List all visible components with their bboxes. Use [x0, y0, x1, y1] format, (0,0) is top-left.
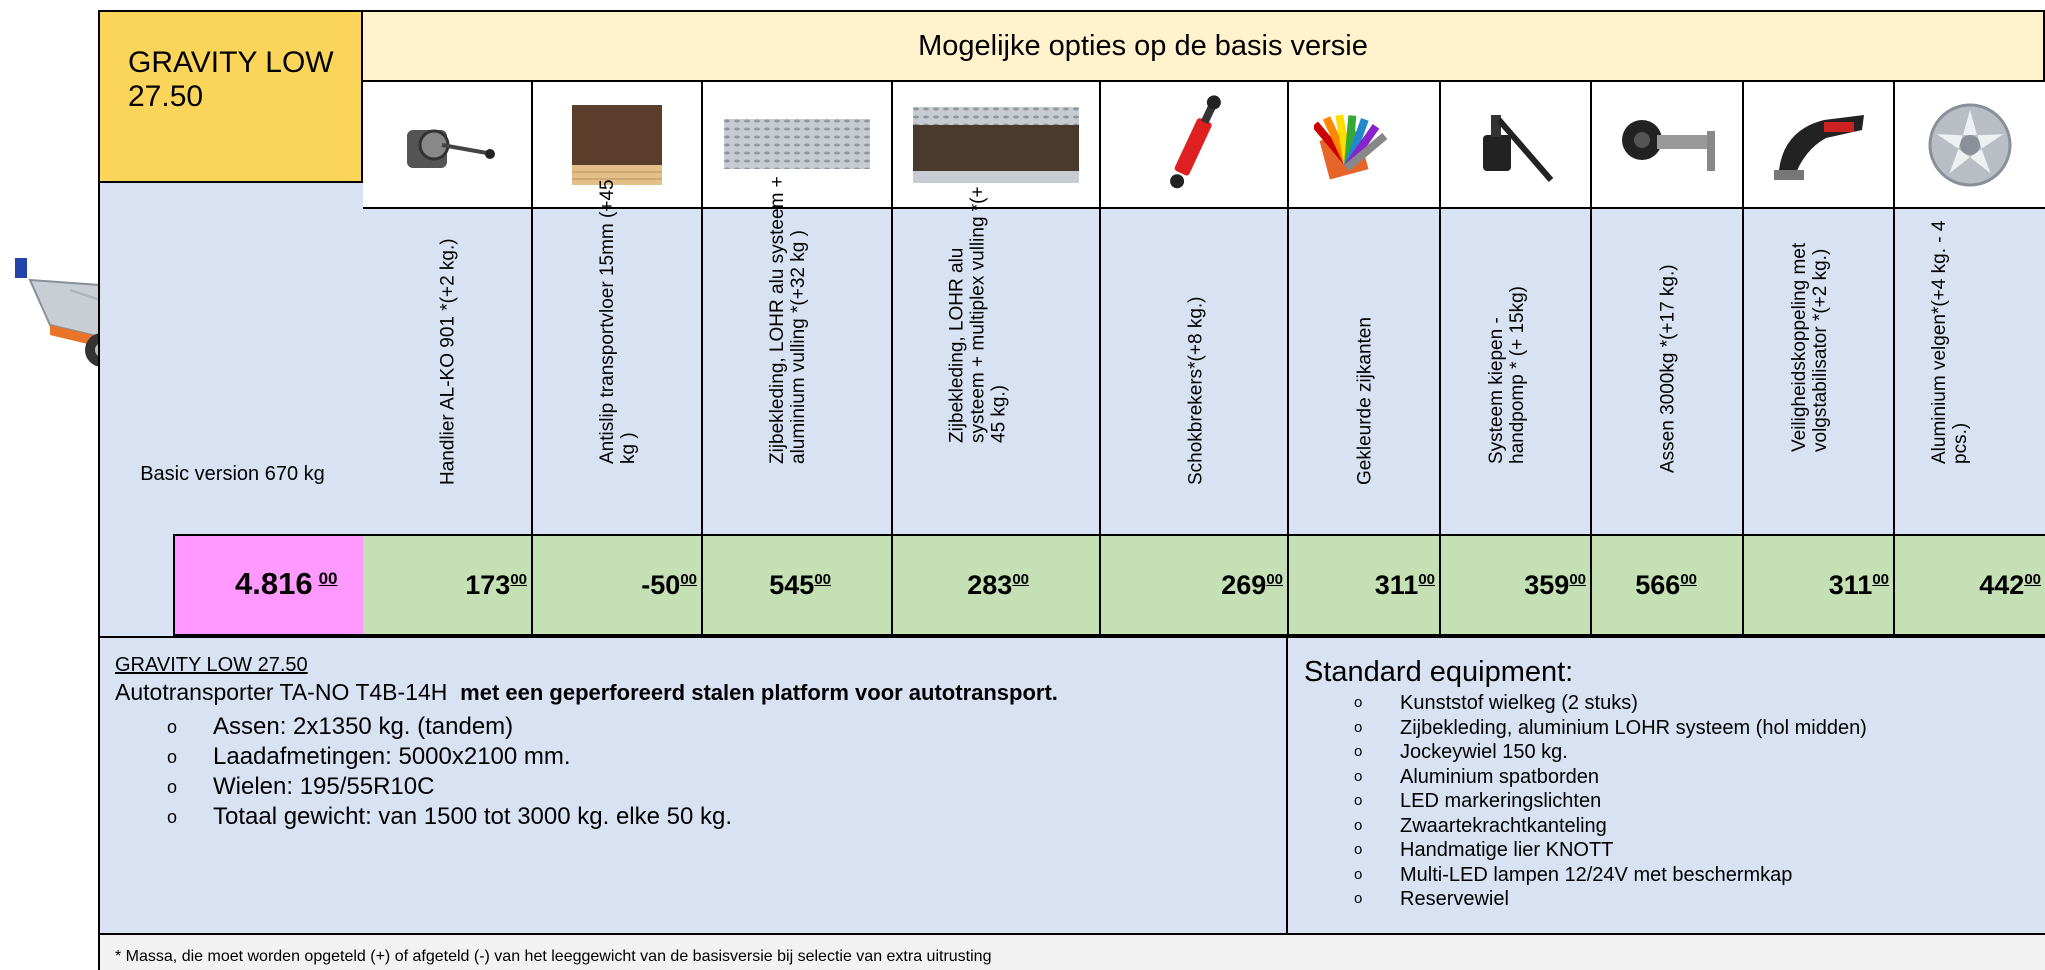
option-label: Systeem kiepen - handpomp * (+ 15kg): [1486, 286, 1528, 464]
option-price: [1895, 534, 2045, 636]
option-label: Assen 3000kg *(+17 kg.): [1657, 264, 1679, 473]
base-price-cents: 00: [318, 569, 338, 588]
option-label: Zijbekleding, LOHR alu systeem + aluminium vulling *(+32 kg ): [767, 176, 809, 464]
option-price-cents: 00: [1680, 571, 1697, 588]
description-title: [115, 679, 1286, 706]
option-price-cents: 00: [680, 571, 697, 588]
option-label-cell-7: [1441, 209, 1592, 534]
spec-item: o Totaal gewicht: van 1500 tot 3000 kg. elke 50 kg.: [167, 802, 1286, 832]
description-title-text: met een geperforeerd stalen platform voor autotransport.: [460, 680, 1058, 705]
model-title-line1: GRAVITY LOW: [128, 46, 334, 79]
option-price-cents: 00: [510, 571, 527, 588]
option-price-value: 173: [465, 570, 511, 600]
description-subtitle: GRAVITY LOW 27.50: [115, 654, 308, 676]
alloy-wheel-icon: [1925, 100, 2015, 190]
option-price-value: 545: [769, 570, 815, 600]
base-price: [173, 534, 365, 636]
option-price-cents: 00: [1418, 571, 1435, 588]
standard-equipment-title: Standard equipment:: [1304, 656, 1574, 688]
color-fan-icon: [1314, 105, 1414, 185]
option-label-cell-3: [703, 176, 893, 534]
option-price-cents: 00: [1012, 571, 1029, 588]
option-label-cell-5: [1101, 209, 1289, 534]
option-price: [893, 534, 1101, 636]
option-label: Antislip transportvloer 15mm (+45 kg ): [597, 179, 639, 464]
equipment-item: o LED markeringslichten: [1354, 789, 2045, 814]
option-label: Veiligheidskoppeling met volgstabilisator *(+2 kg.): [1789, 242, 1831, 452]
option-label-cell-1: [363, 209, 533, 534]
option-label: Aluminium velgen*(+4 kg. - 4 pcs.): [1929, 220, 1971, 464]
option-price: [533, 534, 703, 636]
options-header: Mogelijke opties op de basis versie: [363, 10, 2045, 82]
equipment-item: o Kunststof wielkeg (2 stuks): [1354, 691, 2045, 716]
equipment-item: o Multi-LED lampen 12/24V met beschermkap: [1354, 863, 2045, 888]
winch-icon: [392, 105, 502, 185]
spec-item: o Laadafmetingen: 5000x2100 mm.: [167, 742, 1286, 772]
option-price-cents: 00: [1266, 571, 1283, 588]
option-price-value: -50: [641, 570, 681, 600]
option-label: Handlier AL-KO 901 *(+2 kg.): [437, 238, 459, 485]
option-label-cell-8: [1592, 209, 1744, 534]
equipment-item: o Handmatige lier KNOTT: [1354, 838, 2045, 863]
shock-absorber-icon: [1154, 90, 1234, 200]
option-image-10: [1895, 82, 2045, 209]
option-price-value: 311: [1828, 570, 1873, 600]
option-image-9: [1744, 82, 1895, 209]
model-title-line2: 27.50: [128, 80, 204, 113]
hand-pump-icon: [1471, 95, 1561, 195]
option-label: Gekleurde zijkanten: [1354, 317, 1376, 485]
product-description: [98, 636, 1288, 933]
equipment-item: o Zwaartekrachtkanteling: [1354, 814, 2045, 839]
option-price-cents: 00: [814, 571, 831, 588]
equipment-item: o Jockeywiel 150 kg.: [1354, 740, 2045, 765]
multiplex-plate-icon: [911, 105, 1081, 185]
spec-item: o Wielen: 195/55R10C: [167, 772, 1286, 802]
option-price-value: 311: [1374, 570, 1419, 600]
standard-equipment-list: [1354, 691, 2045, 912]
option-price: [1289, 534, 1441, 636]
option-price-cents: 00: [2024, 571, 2041, 588]
option-price: [1101, 534, 1289, 636]
option-price: [1744, 534, 1895, 636]
basic-version-label: Basic version 670 kg: [140, 463, 325, 485]
coupling-icon: [1764, 100, 1874, 190]
option-label-cell-9: [1744, 209, 1895, 534]
equipment-item: o Zijbekleding, aluminium LOHR systeem (hol midden): [1354, 716, 2045, 741]
option-price-value: 359: [1524, 570, 1570, 600]
standard-equipment: [1288, 636, 2045, 933]
option-image-7: [1441, 82, 1592, 209]
option-price-value: 283: [967, 570, 1013, 600]
option-price-value: 442: [1979, 570, 2025, 600]
option-price-value: 269: [1221, 570, 1267, 600]
equipment-item: o Aluminium spatborden: [1354, 765, 2045, 790]
option-price: [363, 534, 533, 636]
option-price-cents: 00: [1872, 571, 1889, 588]
option-price: [1441, 534, 1592, 636]
option-label-cell-2: [533, 179, 703, 534]
price-sheet: [98, 10, 2045, 970]
option-label: Schokbrekers*(+8 kg.): [1185, 296, 1207, 485]
equipment-item: o Reservewiel: [1354, 887, 2045, 912]
option-price-cents: 00: [1569, 571, 1586, 588]
description-title-model: Autotransporter TA-NO T4B-14H: [115, 679, 448, 705]
base-price-value: 4.816: [235, 566, 313, 601]
footnote: * Massa, die moet worden opgeteld (+) of afgeteld (-) van het leeggewicht van de basisversie bij selectie van extra uitrusting: [98, 933, 2045, 970]
model-title: [98, 10, 363, 183]
option-price-value: 566: [1635, 570, 1681, 600]
option-price: [1592, 534, 1744, 636]
option-label-cell-10: [1895, 209, 2045, 534]
option-label-cell-4: [893, 186, 1101, 534]
spec-list: [167, 712, 1286, 832]
option-label-cell-6: [1289, 209, 1441, 534]
spec-item: o Assen: 2x1350 kg. (tandem): [167, 712, 1286, 742]
option-price: [703, 534, 893, 636]
option-label: Zijbekleding, LOHR alu systeem + multiplex vulling *(+ 45 kg.): [946, 186, 1010, 443]
